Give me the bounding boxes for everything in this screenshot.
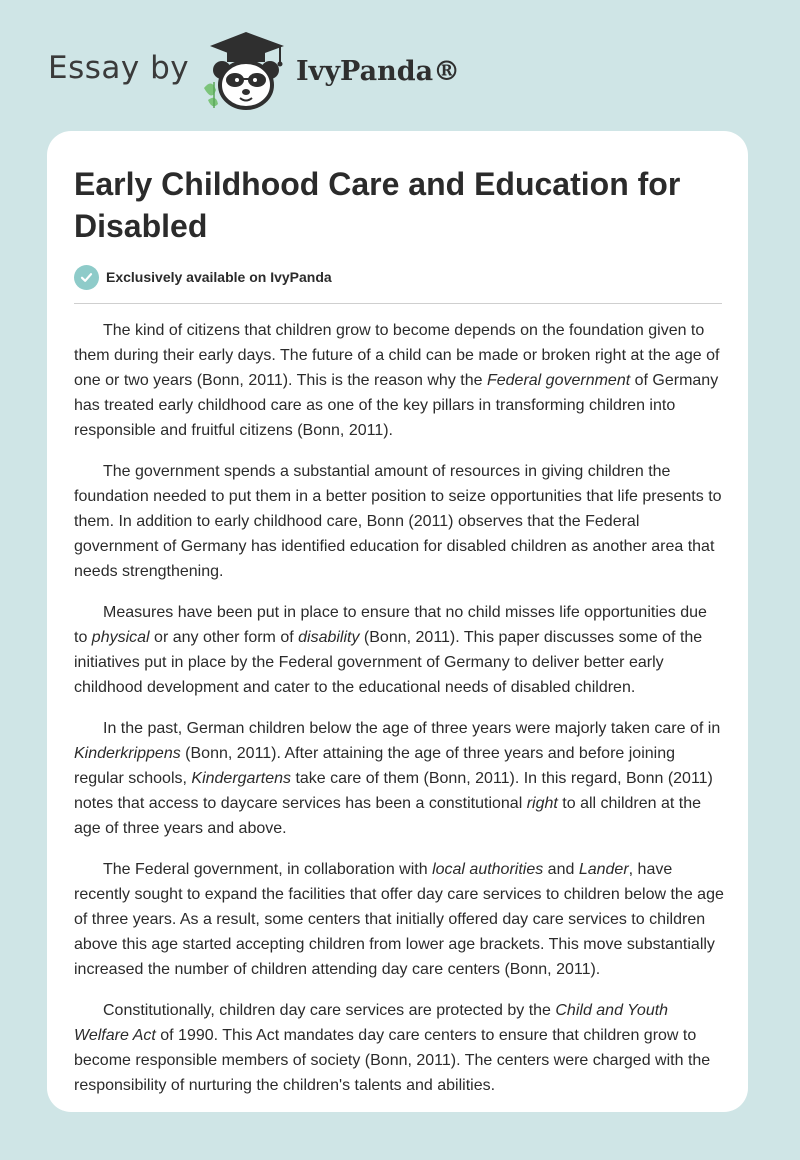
paragraph-text: The Federal government, in collaboration with — [103, 861, 433, 878]
paragraph-text: The kind of citizens that children grow to become depends on the foundation given to them during their early days. The future of a child can be made or broken right at the age of one or two years (Bonn, 2011). This is the reason why the — [74, 322, 720, 389]
essay-paragraph — [74, 600, 724, 700]
italic-text: Kindergartens — [191, 770, 292, 787]
paragraph-text: of Germany has treated early childhood care as one of the key pillars in transforming children into responsible and fruitful citizens (Bonn, 2011). — [74, 372, 719, 439]
italic-text: Federal government — [486, 372, 631, 389]
essay-paragraph — [74, 318, 724, 443]
site-header — [48, 30, 548, 110]
essay-by-label: Essay by — [48, 50, 190, 86]
essay-card — [47, 131, 748, 1112]
check-icon — [74, 265, 99, 290]
essay-paragraph — [74, 459, 724, 584]
exclusive-label: Exclusively available on IvyPanda — [106, 269, 332, 285]
essay-paragraph — [74, 857, 724, 982]
paragraph-text: Constitutionally, children day care services are protected by the — [103, 1002, 556, 1019]
paragraph-text: (Bonn, 2011). After attaining the age of three years and before joining regular schools, — [74, 745, 675, 787]
italic-text: local authorities — [432, 861, 544, 878]
italic-text: Child and Youth Welfare Act — [74, 1002, 669, 1044]
paragraph-text: take care of them (Bonn, 2011). In this regard, Bonn (2011) notes that access to daycare services has been a constitutional — [74, 770, 713, 812]
brand-name: IvyPanda® — [296, 56, 461, 87]
essay-title: Early Childhood Care and Education for Disabled — [74, 166, 681, 244]
divider — [74, 303, 722, 304]
paragraph-text: and — [543, 861, 579, 878]
exclusive-badge — [74, 264, 332, 290]
essay-body — [74, 318, 724, 1112]
paragraph-text: Measures have been put in place to ensure that no child misses life opportunities due to — [74, 604, 707, 646]
italic-text: Kinderkrippens — [74, 745, 181, 762]
italic-text: right — [526, 795, 558, 812]
paragraph-text: In the past, German children below the age of three years were majorly taken care of in — [103, 720, 721, 737]
italic-text: Lander — [578, 861, 629, 878]
ivypanda-logo-icon[interactable] — [200, 30, 292, 110]
paragraph-text: of 1990. This Act mandates day care centers to ensure that children grow to become responsible members of society (Bonn, 2011). The centers were charged with the responsibility of nurturing the children's talents and abilities. — [74, 1027, 711, 1094]
paragraph-text: to all children at the age of three years and above. — [74, 795, 702, 837]
essay-paragraph — [74, 716, 724, 841]
paragraph-text: , have recently sought to expand the facilities that offer day care services to children below the age of three years. As a result, some centers that initially offered day care services to children above this age started accepting children from lower age brackets. This move substantially increased the number of children attending day care centers (Bonn, 2011). — [74, 861, 724, 978]
essay-paragraph — [74, 998, 724, 1098]
paragraph-text: The government spends a substantial amount of resources in giving children the foundation needed to put them in a better position to seize opportunities that life presents to them. In addition to early childhood care, Bonn (2011) observes that the Federal government of Germany has identified education for disabled children as another area that needs strengthening. — [74, 463, 722, 580]
italic-text: disability — [298, 629, 360, 646]
paragraph-text: or any other form of — [149, 629, 299, 646]
paragraph-text: (Bonn, 2011). This paper discusses some of the initiatives put in place by the Federal government of Germany to deliver better early childhood development and cater to the educational needs of disabled children. — [74, 629, 703, 696]
italic-text: physical — [91, 629, 150, 646]
